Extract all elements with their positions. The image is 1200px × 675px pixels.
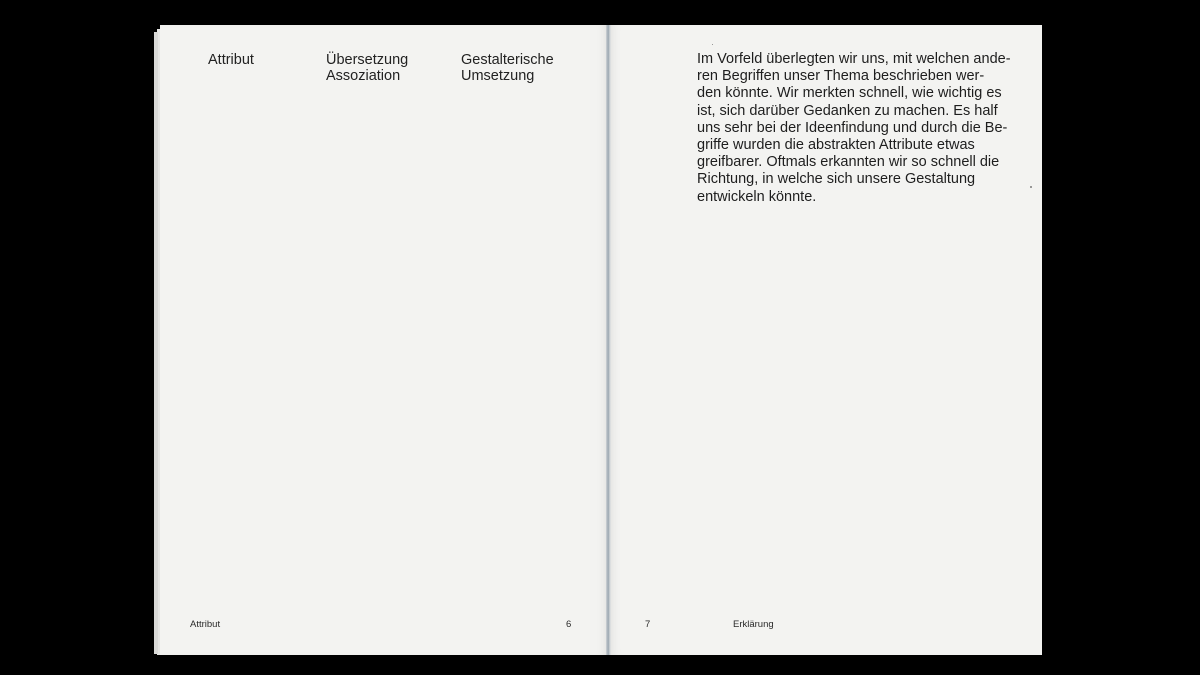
paragraph-line: griffe wurden die abstrakten Attribute etwas	[697, 137, 975, 154]
page-stack-edge-inner	[154, 32, 158, 654]
paragraph-line: greifbarer. Oftmals erkannten wir so schnell die	[697, 154, 1000, 171]
column-heading-gestalterische	[461, 52, 554, 84]
column-heading-line: Übersetzung	[326, 52, 409, 68]
paragraph-line: Richtung, in welche sich unsere Gestaltung	[697, 171, 976, 188]
right-footer-section: Erklärung	[733, 619, 774, 630]
paragraph-line: uns sehr bei der Ideenfindung und durch die Be-	[697, 119, 1008, 136]
column-heading-attribut	[208, 52, 254, 68]
book-gutter	[606, 25, 611, 655]
column-heading-uebersetzung	[326, 52, 408, 84]
right-page-number: 7	[645, 619, 651, 630]
paper-speck	[712, 44, 713, 45]
paragraph-line: ren Begriffen unser Thema beschrieben wer-	[697, 68, 985, 85]
column-heading-line: Gestalterische	[461, 52, 554, 68]
paragraph-line: entwickeln könnte.	[697, 188, 817, 205]
left-footer-section: Attribut	[190, 619, 221, 630]
column-heading-line: Assoziation	[326, 68, 401, 84]
paragraph-line: ist, sich darüber Gedanken zu machen. Es half	[697, 102, 998, 119]
column-heading-line: Attribut	[208, 52, 254, 68]
body-paragraph	[697, 51, 1017, 206]
paragraph-line: Im Vorfeld überlegten wir uns, mit welchen ande-	[697, 51, 1011, 67]
left-page	[160, 25, 608, 655]
left-page-number: 6	[566, 619, 572, 630]
paragraph-line: den könnte. Wir merkten schnell, wie wichtig es	[697, 85, 1002, 102]
paper-speck	[1030, 186, 1032, 188]
column-heading-line: Umsetzung	[461, 68, 535, 84]
